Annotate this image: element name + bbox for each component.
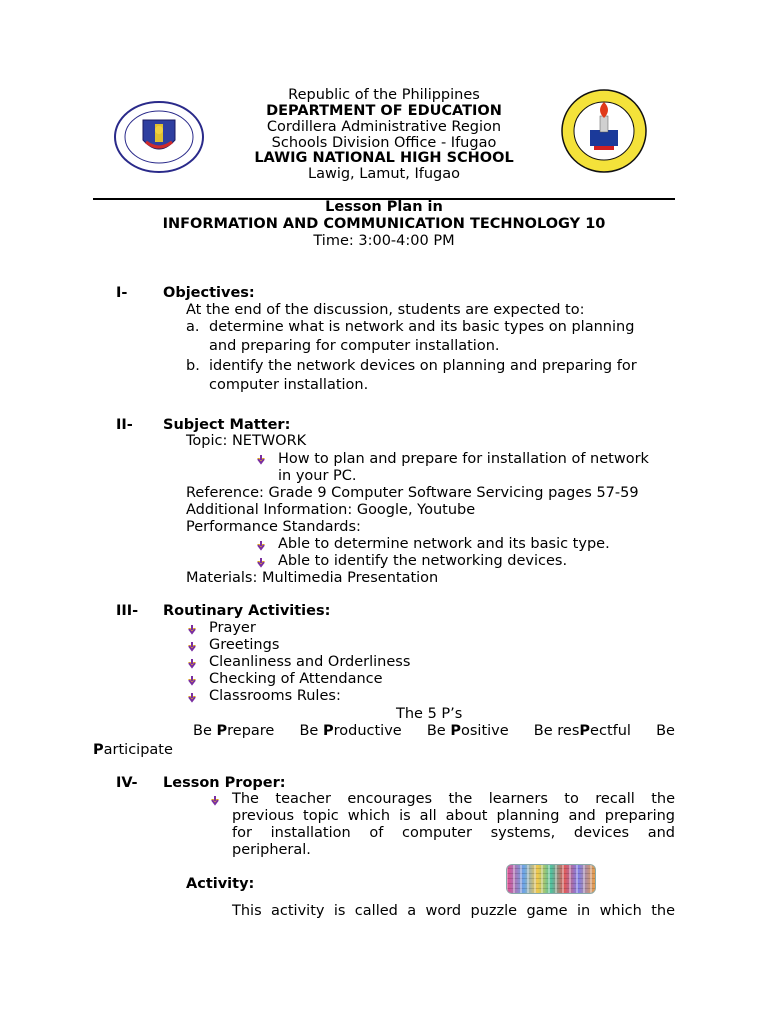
section-heading-subject: Subject Matter: xyxy=(163,417,291,433)
objective-a-line2: and preparing for computer installation. xyxy=(209,338,500,354)
time-line: Time: 3:00-4:00 PM xyxy=(313,233,455,249)
section-number-routinary: III- xyxy=(116,603,139,619)
lesson-bullet-line: peripheral. xyxy=(232,842,311,858)
arrow-bullet-icon xyxy=(186,641,198,653)
lesson-plan-label: Lesson Plan in xyxy=(325,199,443,215)
routine-item: Prayer xyxy=(209,620,256,636)
objective-b-line1: identify the network devices on planning and preparing for xyxy=(209,358,637,374)
header-department: DEPARTMENT OF EDUCATION xyxy=(266,103,502,119)
lesson-bullet-line: The teacher encourages the learners to recall the xyxy=(232,791,675,807)
standard-item: Able to determine network and its basic type. xyxy=(278,536,610,552)
routine-item: Greetings xyxy=(209,637,280,653)
header-school: LAWIG NATIONAL HIGH SCHOOL xyxy=(254,150,514,166)
arrow-bullet-icon xyxy=(255,454,267,466)
five-ps-title: The 5 P’s xyxy=(396,706,463,722)
lesson-bullet-line: for installation of computer systems, devices and xyxy=(232,825,675,841)
header-division: Schools Division Office - Ifugao xyxy=(271,135,497,151)
arrow-bullet-icon xyxy=(186,675,198,687)
objective-marker-b: b. xyxy=(186,358,200,374)
section-number-lesson: IV- xyxy=(116,775,138,791)
routine-item: Checking of Attendance xyxy=(209,671,383,687)
additional-info-line: Additional Information: Google, Youtube xyxy=(186,502,476,518)
objective-b-line2: computer installation. xyxy=(209,377,369,393)
objective-marker-a: a. xyxy=(186,319,200,335)
arrow-bullet-icon xyxy=(186,658,198,670)
header-address: Lawig, Lamut, Ifugao xyxy=(308,166,460,182)
rule-item-continued: Participate xyxy=(93,742,173,758)
rule-item: Be Positive xyxy=(426,723,509,739)
activity-description: This activity is called a word puzzle game in which the xyxy=(232,903,675,919)
header-region: Cordillera Administrative Region xyxy=(266,119,502,135)
word-puzzle-image xyxy=(506,864,596,894)
topic-bullet-line2: in your PC. xyxy=(278,468,357,484)
routine-item: Classrooms Rules: xyxy=(209,688,341,704)
objectives-intro: At the end of the discussion, students are expected to: xyxy=(186,302,585,318)
topic-bullet-line1: How to plan and prepare for installation of network xyxy=(278,451,649,467)
activity-label: Activity: xyxy=(186,876,255,892)
section-heading-routinary: Routinary Activities: xyxy=(163,603,331,619)
rule-item: Be resPectful xyxy=(533,723,631,739)
subject-title: INFORMATION AND COMMUNICATION TECHNOLOGY 10 xyxy=(162,216,606,232)
lesson-bullet-line: previous topic which is all about planning and preparing xyxy=(232,808,675,824)
arrow-bullet-icon xyxy=(186,624,198,636)
standard-item: Able to identify the networking devices. xyxy=(278,553,568,569)
reference-line: Reference: Grade 9 Computer Software Servicing pages 57-59 xyxy=(186,485,639,501)
arrow-bullet-icon xyxy=(209,795,221,807)
section-heading-lesson: Lesson Proper: xyxy=(163,775,286,791)
arrow-bullet-icon xyxy=(186,692,198,704)
rule-item: Be Prepare xyxy=(193,723,275,739)
arrow-bullet-icon xyxy=(255,557,267,569)
rule-item: Be Productive xyxy=(299,723,402,739)
section-heading-objectives: Objectives: xyxy=(163,285,255,301)
objective-a-line1: determine what is network and its basic types on planning xyxy=(209,319,635,335)
performance-standards-label: Performance Standards: xyxy=(186,519,361,535)
routine-item: Cleanliness and Orderliness xyxy=(209,654,411,670)
topic-line: Topic: NETWORK xyxy=(186,433,307,449)
section-number-subject: II- xyxy=(116,417,133,433)
header-republic: Republic of the Philippines xyxy=(288,87,480,103)
five-ps-rules xyxy=(193,723,675,739)
rule-item: Be xyxy=(656,723,675,739)
arrow-bullet-icon xyxy=(255,540,267,552)
materials-line: Materials: Multimedia Presentation xyxy=(186,570,439,586)
section-number-objectives: I- xyxy=(116,285,128,301)
